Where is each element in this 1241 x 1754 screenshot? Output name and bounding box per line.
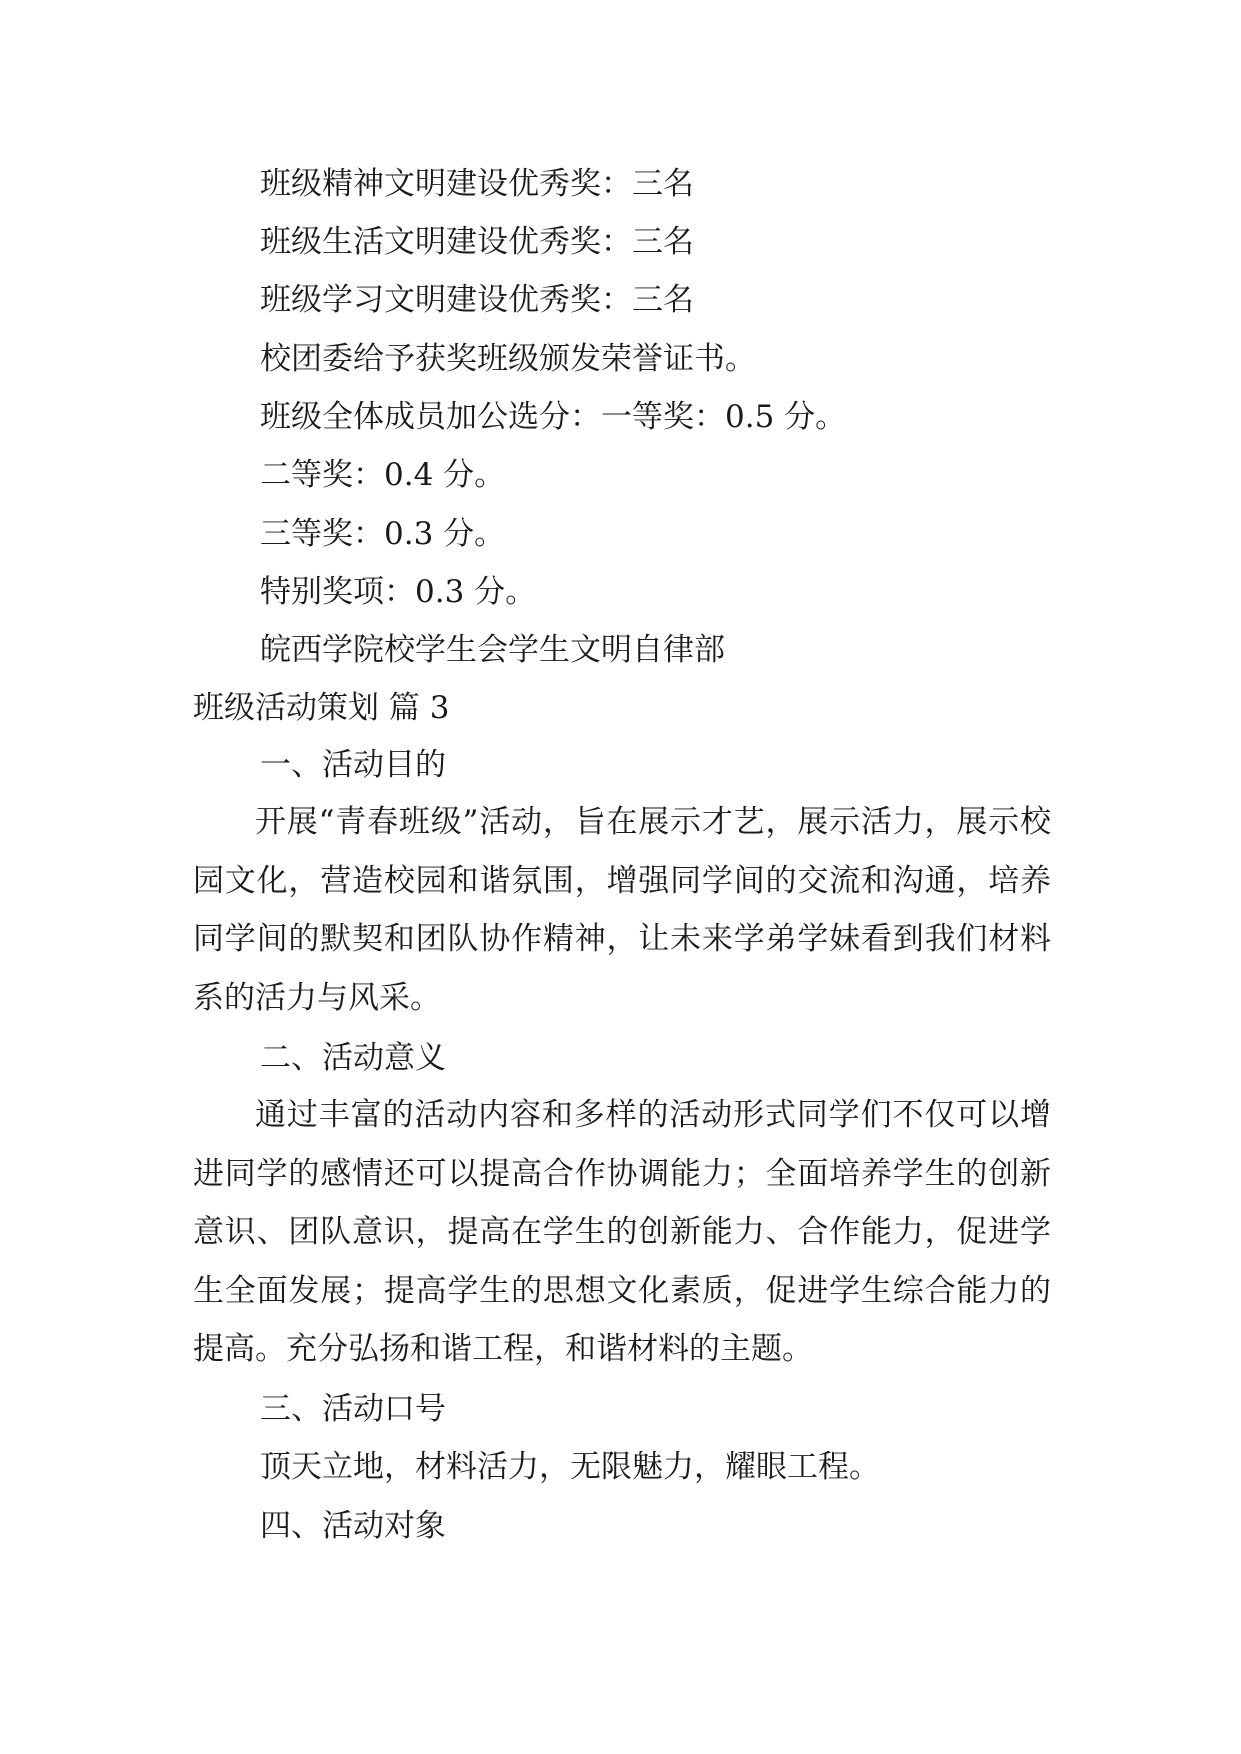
slogan-text: 顶天立地，材料活力，无限魅力，耀眼工程。 <box>260 1449 880 1485</box>
slogan-heading: 三、活动口号 <box>260 1391 446 1427</box>
award-study-line: 班级学习文明建设优秀奖：三名 <box>260 282 694 318</box>
points-second-line: 二等奖：0.4 分。 <box>260 457 506 493</box>
award-life-line: 班级生活文明建设优秀奖：三名 <box>260 224 694 260</box>
certificate-line: 校团委给予获奖班级颁发荣誉证书。 <box>260 341 756 377</box>
meaning-paragraph: 通过丰富的活动内容和多样的活动形式同学们不仅可以增进同学的感情还可以提高合作协调能力；全面培养学生的创新意识、团队意识，提高在学生的创新能力、合作能力，促进学生全面发展；提高学生的思想文化素质，促进学生综合能力的提高。充分弘扬和谐工程，和谐材料的主题。 <box>193 1097 1051 1367</box>
article-title: 班级活动策划 篇 3 <box>193 690 450 726</box>
award-spirit-line: 班级精神文明建设优秀奖：三名 <box>260 166 694 202</box>
organizer-line: 皖西学院校学生会学生文明自律部 <box>260 632 725 668</box>
purpose-heading: 一、活动目的 <box>260 747 446 783</box>
points-third-line: 三等奖：0.3 分。 <box>260 516 506 552</box>
points-first-line: 班级全体成员加公选分：一等奖：0.5 分。 <box>260 399 847 435</box>
purpose-paragraph: 开展“青春班级”活动，旨在展示才艺，展示活力，展示校园文化，营造校园和谐氛围，增强同学间的交流和沟通，培养同学间的默契和团队协作精神，让未来学弟学妹看到我们材料系的活力与风采。 <box>193 804 1051 1016</box>
target-heading: 四、活动对象 <box>260 1508 446 1544</box>
points-special-line: 特别奖项：0.3 分。 <box>260 574 537 610</box>
meaning-heading: 二、活动意义 <box>260 1040 446 1076</box>
